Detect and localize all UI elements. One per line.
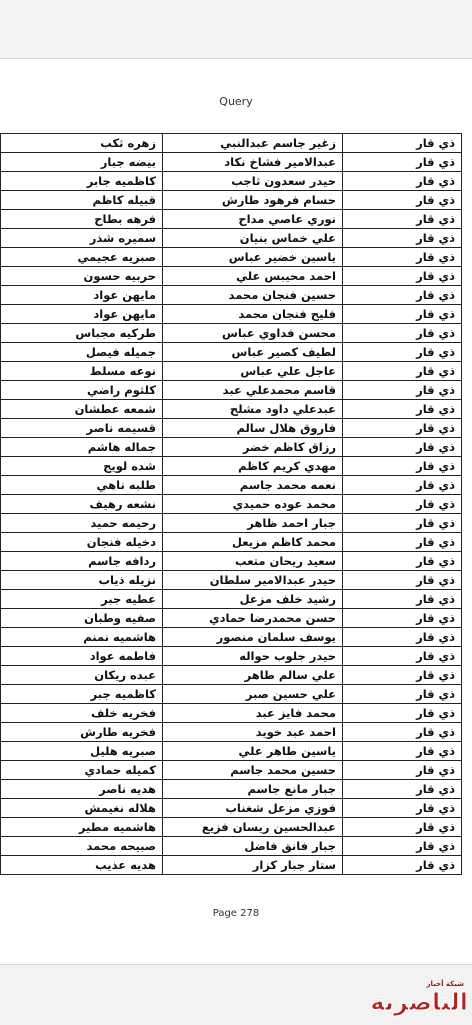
full-name-cell: جبار مانع جاسم <box>163 780 343 799</box>
mother-name-cell: سميره شذر <box>1 229 163 248</box>
governorate-cell: ذي قار <box>343 799 462 818</box>
governorate-cell: ذي قار <box>343 609 462 628</box>
mother-name-cell: عطيه جبر <box>1 590 163 609</box>
page-title: Query <box>219 95 253 108</box>
full-name-cell: محمد عوده حميدي <box>163 495 343 514</box>
governorate-cell: ذي قار <box>343 666 462 685</box>
full-name-cell: فاروق هلال سالم <box>163 419 343 438</box>
table-row <box>1 799 462 818</box>
governorate-cell: ذي قار <box>343 495 462 514</box>
full-name-cell: حيدر عبدالامير سلطان <box>163 571 343 590</box>
governorate-cell: ذي قار <box>343 552 462 571</box>
table-row <box>1 229 462 248</box>
mother-name-cell: كاظميه جبر <box>1 685 163 704</box>
governorate-cell: ذي قار <box>343 571 462 590</box>
governorate-cell: ذي قار <box>343 438 462 457</box>
table-row <box>1 837 462 856</box>
table-row <box>1 191 462 210</box>
governorate-cell: ذي قار <box>343 837 462 856</box>
table-row <box>1 362 462 381</box>
mother-name-cell: ردافه جاسم <box>1 552 163 571</box>
governorate-cell: ذي قار <box>343 286 462 305</box>
table-row <box>1 590 462 609</box>
table-row <box>1 172 462 191</box>
mother-name-cell: مايهن عواد <box>1 286 163 305</box>
full-name-cell: علي حسين صبر <box>163 685 343 704</box>
table-row <box>1 495 462 514</box>
full-name-cell: عبدالامير فشاخ نكاد <box>163 153 343 172</box>
governorate-cell: ذي قار <box>343 343 462 362</box>
mother-name-cell: عبده ريكان <box>1 666 163 685</box>
mother-name-cell: دخيله فنجان <box>1 533 163 552</box>
table-row <box>1 647 462 666</box>
mother-name-cell: نوعه مسلط <box>1 362 163 381</box>
full-name-cell: فوزي مزعل شغناب <box>163 799 343 818</box>
mother-name-cell: كميله حمادي <box>1 761 163 780</box>
full-name-cell: محمد كاظم مزيعل <box>163 533 343 552</box>
governorate-cell: ذي قار <box>343 704 462 723</box>
table-row <box>1 514 462 533</box>
page-number: Page 278 <box>212 908 260 919</box>
table-row <box>1 457 462 476</box>
full-name-cell: لطيف كصير عباس <box>163 343 343 362</box>
table-row <box>1 343 462 362</box>
full-name-cell: فليح فنجان محمد <box>163 305 343 324</box>
full-name-cell: محمد فايز عبد <box>163 704 343 723</box>
table-row <box>1 856 462 875</box>
mother-name-cell: جميله فيصل <box>1 343 163 362</box>
table-row <box>1 305 462 324</box>
table-row <box>1 134 462 153</box>
full-name-cell: رزاق كاظم خضر <box>163 438 343 457</box>
table-row <box>1 533 462 552</box>
mother-name-cell: جماله هاشم <box>1 438 163 457</box>
top-gray-band <box>0 0 472 59</box>
governorate-cell: ذي قار <box>343 210 462 229</box>
mother-name-cell: صبيحه محمد <box>1 837 163 856</box>
mother-name-cell: هاشميه مطير <box>1 818 163 837</box>
mother-name-cell: هاشميه نمنم <box>1 628 163 647</box>
full-name-cell: احمد محيبس علي <box>163 267 343 286</box>
full-name-cell: عاجل علي عباس <box>163 362 343 381</box>
mother-name-cell: هديه ناصر <box>1 780 163 799</box>
full-name-cell: حيدر سعدون ثاجب <box>163 172 343 191</box>
records-table <box>0 133 462 875</box>
table-row <box>1 628 462 647</box>
watermark-small-text: شبكة أخبار <box>426 980 464 988</box>
full-name-cell: حيدر جلوب حواله <box>163 647 343 666</box>
records-table-body <box>1 134 462 875</box>
full-name-cell: نعمه محمد جاسم <box>163 476 343 495</box>
full-name-cell: ياسين خضير عباس <box>163 248 343 267</box>
governorate-cell: ذي قار <box>343 134 462 153</box>
table-row <box>1 381 462 400</box>
full-name-cell: حسن محمدرضا حمادي <box>163 609 343 628</box>
governorate-cell: ذي قار <box>343 153 462 172</box>
table-row <box>1 609 462 628</box>
governorate-cell: ذي قار <box>343 172 462 191</box>
mother-name-cell: بيضه جبار <box>1 153 163 172</box>
governorate-cell: ذي قار <box>343 324 462 343</box>
mother-name-cell: طلبه ناهي <box>1 476 163 495</box>
governorate-cell: ذي قار <box>343 590 462 609</box>
governorate-cell: ذي قار <box>343 457 462 476</box>
governorate-cell: ذي قار <box>343 780 462 799</box>
mother-name-cell: رحيمه حميد <box>1 514 163 533</box>
table-row <box>1 286 462 305</box>
full-name-cell: مهدي كريم كاظم <box>163 457 343 476</box>
table-row <box>1 571 462 590</box>
table-row <box>1 419 462 438</box>
mother-name-cell: فاطمه عواد <box>1 647 163 666</box>
governorate-cell: ذي قار <box>343 476 462 495</box>
table-row <box>1 818 462 837</box>
mother-name-cell: صبريه هليل <box>1 742 163 761</box>
table-row <box>1 324 462 343</box>
mother-name-cell: صبريه عجيمي <box>1 248 163 267</box>
mother-name-cell: كلثوم راضي <box>1 381 163 400</box>
full-name-cell: يوسف سلمان منصور <box>163 628 343 647</box>
governorate-cell: ذي قار <box>343 305 462 324</box>
mother-name-cell: فرهه بطاح <box>1 210 163 229</box>
governorate-cell: ذي قار <box>343 647 462 666</box>
table-row <box>1 761 462 780</box>
governorate-cell: ذي قار <box>343 400 462 419</box>
table-row <box>1 210 462 229</box>
table-row <box>1 780 462 799</box>
mother-name-cell: هلاله نغيمش <box>1 799 163 818</box>
governorate-cell: ذي قار <box>343 248 462 267</box>
governorate-cell: ذي قار <box>343 229 462 248</box>
table-row <box>1 552 462 571</box>
full-name-cell: ستار جبار كزار <box>163 856 343 875</box>
full-name-cell: حسام فرهود طارش <box>163 191 343 210</box>
governorate-cell: ذي قار <box>343 761 462 780</box>
governorate-cell: ذي قار <box>343 685 462 704</box>
mother-name-cell: قبيله كاظم <box>1 191 163 210</box>
table-row <box>1 476 462 495</box>
table-row <box>1 400 462 419</box>
governorate-cell: ذي قار <box>343 742 462 761</box>
table-row <box>1 267 462 286</box>
governorate-cell: ذي قار <box>343 514 462 533</box>
mother-name-cell: شمعه عطشان <box>1 400 163 419</box>
governorate-cell: ذي قار <box>343 856 462 875</box>
watermark-logo <box>330 980 468 1022</box>
full-name-cell: جبار احمد ظاهر <box>163 514 343 533</box>
governorate-cell: ذي قار <box>343 267 462 286</box>
mother-name-cell: حربيه حسون <box>1 267 163 286</box>
full-name-cell: محسن فداوي عباس <box>163 324 343 343</box>
mother-name-cell: زهره ثكب <box>1 134 163 153</box>
governorate-cell: ذي قار <box>343 419 462 438</box>
table-row <box>1 685 462 704</box>
full-name-cell: علي سالم طاهر <box>163 666 343 685</box>
mother-name-cell: صفيه وطبان <box>1 609 163 628</box>
full-name-cell: نوري عاصي مداح <box>163 210 343 229</box>
table-row <box>1 666 462 685</box>
mother-name-cell: فخريه طارش <box>1 723 163 742</box>
table-row <box>1 742 462 761</box>
watermark-main-text: الناصرية <box>370 988 468 1016</box>
full-name-cell: عبدعلي داود مشلح <box>163 400 343 419</box>
governorate-cell: ذي قار <box>343 723 462 742</box>
governorate-cell: ذي قار <box>343 381 462 400</box>
full-name-cell: رشيد خلف مزعل <box>163 590 343 609</box>
mother-name-cell: شده لويج <box>1 457 163 476</box>
mother-name-cell: قسيمه ناصر <box>1 419 163 438</box>
governorate-cell: ذي قار <box>343 362 462 381</box>
governorate-cell: ذي قار <box>343 628 462 647</box>
full-name-cell: حسين محمد جاسم <box>163 761 343 780</box>
mother-name-cell: نشعه رهيف <box>1 495 163 514</box>
governorate-cell: ذي قار <box>343 191 462 210</box>
mother-name-cell: فخريه خلف <box>1 704 163 723</box>
table-row <box>1 723 462 742</box>
full-name-cell: قاسم محمدعلي عبد <box>163 381 343 400</box>
table-row <box>1 248 462 267</box>
mother-name-cell: مايهن عواد <box>1 305 163 324</box>
mother-name-cell: هديه عذيب <box>1 856 163 875</box>
full-name-cell: سعيد ريحان متعب <box>163 552 343 571</box>
mother-name-cell: طركيه مجباس <box>1 324 163 343</box>
table-row <box>1 438 462 457</box>
mother-name-cell: كاظميه جابر <box>1 172 163 191</box>
full-name-cell: احمد عبد خويد <box>163 723 343 742</box>
full-name-cell: جبار فانق فاضل <box>163 837 343 856</box>
governorate-cell: ذي قار <box>343 818 462 837</box>
table-row <box>1 704 462 723</box>
full-name-cell: حسين فنجان محمد <box>163 286 343 305</box>
full-name-cell: زغير جاسم عبدالنبي <box>163 134 343 153</box>
full-name-cell: ياسين طاهر علي <box>163 742 343 761</box>
table-row <box>1 153 462 172</box>
full-name-cell: علي خماس بنيان <box>163 229 343 248</box>
governorate-cell: ذي قار <box>343 533 462 552</box>
mother-name-cell: نزيله ذياب <box>1 571 163 590</box>
full-name-cell: عبدالحسين ريسان فزيع <box>163 818 343 837</box>
